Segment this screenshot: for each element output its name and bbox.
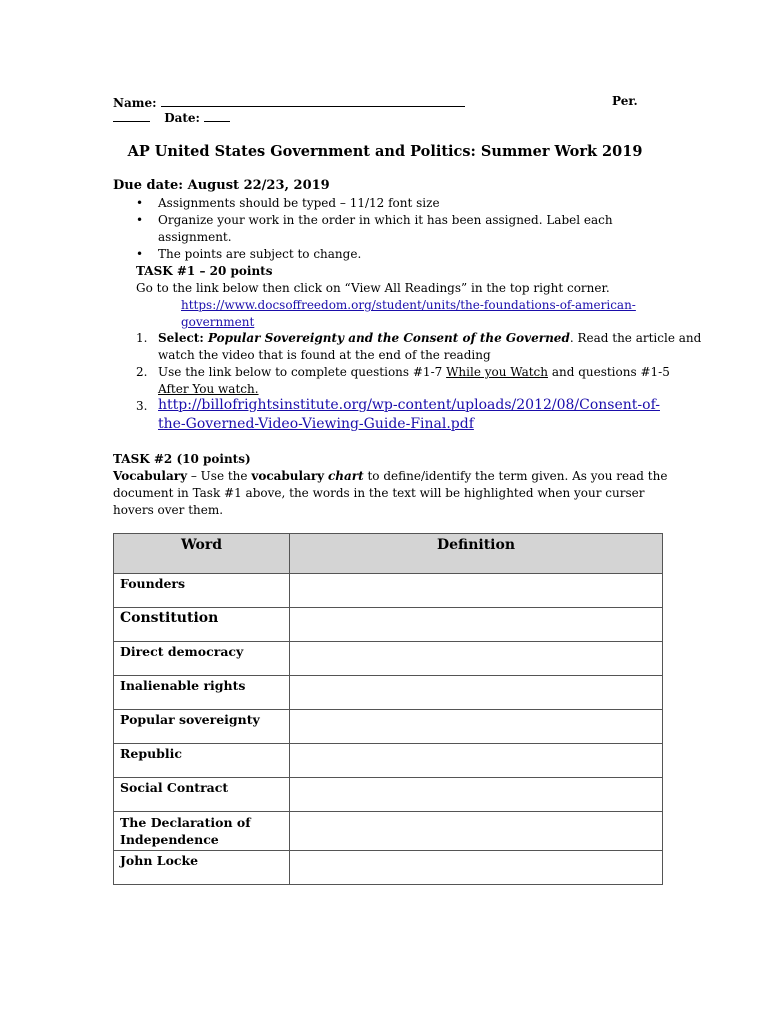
date-field[interactable] (204, 109, 230, 122)
word-cell: John Locke (114, 851, 290, 885)
task1-heading: TASK #1 – 20 points (136, 264, 273, 278)
table-row (114, 744, 663, 778)
task2-instructions-line2: document in Task #1 above, the words in the text will be highlighted when your curser (113, 486, 645, 500)
table-row (114, 851, 663, 885)
definition-cell[interactable] (290, 710, 663, 744)
word-cell: Constitution (114, 608, 290, 642)
word-cell: Direct democracy (114, 642, 290, 676)
word-cell: Popular sovereignty (114, 710, 290, 744)
table-row (114, 608, 663, 642)
while-you-watch: While you Watch (446, 365, 548, 379)
definition-cell[interactable] (290, 676, 663, 710)
definition-cell[interactable] (290, 574, 663, 608)
definition-cell[interactable] (290, 851, 663, 885)
bullet-item-continued: assignment. (158, 230, 232, 244)
item-2-pre: Use the link below to complete questions #1-7 (158, 365, 447, 379)
task1-item-1 (158, 331, 701, 345)
table-row (114, 676, 663, 710)
after-you-watch: After You watch. (158, 382, 259, 396)
word-cell: Social Contract (114, 778, 290, 812)
word-cell: Inalienable rights (114, 676, 290, 710)
name-label-line (113, 94, 465, 110)
select-reading-title: Popular Sovereignty and the Consent of the Governed (207, 331, 570, 345)
task2-text: – Use the (187, 469, 252, 483)
vocabulary-table (113, 533, 663, 885)
due-date-label: Due date: August 22/23, 2019 (113, 178, 330, 193)
docs-of-freedom-link[interactable]: https://www.docsoffreedom.org/student/units/the-foundations-of-american- (181, 298, 636, 312)
table-row (114, 812, 663, 851)
column-header-definition: Definition (290, 534, 663, 574)
table-row (114, 710, 663, 744)
task2-heading: TASK #2 (10 points) (113, 452, 251, 466)
bill-of-rights-link[interactable]: http://billofrightsinstitute.org/wp-content/uploads/2012/08/Consent-of- (158, 397, 660, 413)
name-field[interactable] (161, 94, 465, 107)
page-title: AP United States Government and Politics: Summer Work 2019 (127, 143, 643, 160)
table-row (114, 778, 663, 812)
vocabulary-label: Vocabulary (113, 469, 188, 483)
task2-instructions-line3: hovers over them. (113, 503, 224, 517)
per-label: Per. (612, 94, 638, 108)
bullet-item: • Assignments should be typed – 11/12 font size (158, 196, 440, 210)
task2-text: to define/identify the term given. As you read the (363, 469, 668, 483)
definition-cell[interactable] (290, 608, 663, 642)
chart-word: chart (327, 469, 364, 483)
name-label: Name: (113, 96, 157, 110)
task1-item-1-line2: watch the video that is found at the end of the reading (158, 348, 491, 362)
definition-cell[interactable] (290, 744, 663, 778)
word-cell: Republic (114, 744, 290, 778)
column-header-word: Word (114, 534, 290, 574)
word-cell: Founders (114, 574, 290, 608)
table-row (114, 642, 663, 676)
task1-item-num: 1. (136, 331, 148, 345)
table-row (114, 574, 663, 608)
per-field[interactable] (113, 109, 150, 122)
bullet-item: • Organize your work in the order in which it has been assigned. Label each (158, 213, 613, 227)
word-cell: The Declaration of Independence (114, 812, 290, 851)
item-1-rest: . Read the article and (569, 331, 702, 345)
task1-item-num: 2. (136, 365, 148, 379)
task1-item-num: 3. (136, 399, 148, 413)
item-2-mid: and questions #1-5 (548, 365, 670, 379)
vocabulary-word: vocabulary (251, 469, 325, 483)
date-label: Date: (164, 111, 200, 125)
task1-intro: Go to the link below then click on “View All Readings” in the top right corner. (136, 281, 610, 295)
docs-of-freedom-link-cont[interactable]: government (181, 315, 255, 329)
table-header-row (114, 534, 663, 574)
definition-cell[interactable] (290, 642, 663, 676)
definition-cell[interactable] (290, 778, 663, 812)
bill-of-rights-link-cont[interactable]: the-Governed-Video-Viewing-Guide-Final.pdf (158, 416, 474, 432)
select-prefix: Select: (158, 331, 208, 345)
task1-item-2 (158, 365, 670, 379)
definition-cell[interactable] (290, 812, 663, 851)
date-label-line (113, 109, 230, 125)
bullet-item: • The points are subject to change. (158, 247, 361, 261)
task2-instructions-line1 (113, 469, 667, 483)
